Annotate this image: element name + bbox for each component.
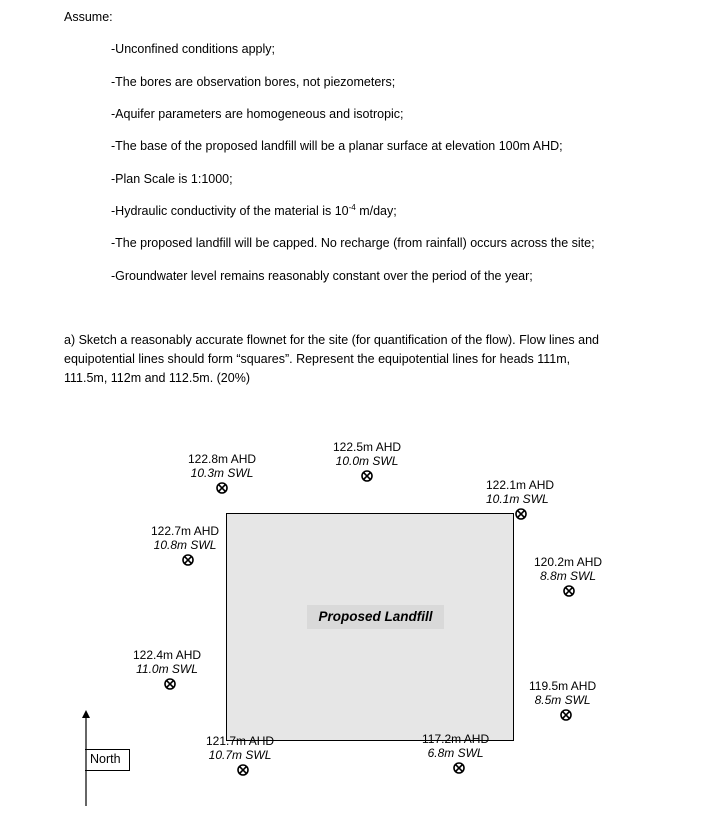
bore-3 xyxy=(486,478,561,521)
bore-ahd: 122.5m AHD xyxy=(333,440,402,454)
bore-ahd: 121.7m AHD xyxy=(206,734,275,748)
assumption-hydraulic-conductivity xyxy=(111,204,397,219)
bore-ahd: 122.1m AHD xyxy=(486,478,555,492)
hydraulic-prefix: -Hydraulic conductivity of the material is 10 xyxy=(111,204,349,218)
bore-ahd: 119.5m AHD xyxy=(529,679,597,693)
assumption-unconfined: -Unconfined conditions apply; xyxy=(111,42,275,56)
bore-swl: 10.7m SWL xyxy=(208,748,272,762)
bore-marker-icon xyxy=(215,481,229,495)
bore-2 xyxy=(333,440,401,483)
bore-swl: 10.3m SWL xyxy=(190,466,254,480)
bore-9 xyxy=(422,732,489,775)
assumption-landfill-base: -The base of the proposed landfill will be a planar surface at elevation 100m AHD; xyxy=(111,139,563,153)
bore-4 xyxy=(151,524,219,567)
bore-ahd: 122.7m AHD xyxy=(151,524,220,538)
bore-5 xyxy=(534,555,602,598)
bore-marker-icon xyxy=(514,507,528,521)
question-a xyxy=(64,331,654,388)
bore-marker-icon xyxy=(236,763,250,777)
bore-swl: 6.8m SWL xyxy=(427,746,484,760)
assume-heading: Assume: xyxy=(64,10,113,24)
bore-6 xyxy=(133,648,201,691)
bore-ahd: 117.2m AHD xyxy=(422,732,490,746)
assumption-capped-landfill: -The proposed landfill will be capped. No recharge (from rainfall) occurs across the site; xyxy=(111,236,595,250)
bore-ahd: 120.2m AHD xyxy=(534,555,603,569)
assumption-plan-scale: -Plan Scale is 1:1000; xyxy=(111,172,233,186)
bore-1 xyxy=(188,452,256,495)
bore-marker-icon xyxy=(559,708,573,722)
bore-marker-icon xyxy=(163,677,177,691)
bore-swl: 8.8m SWL xyxy=(540,569,597,583)
assumption-groundwater-constant: -Groundwater level remains reasonably constant over the period of the year; xyxy=(111,269,533,283)
bore-marker-icon xyxy=(181,553,195,567)
landfill-label: Proposed Landfill xyxy=(307,605,444,629)
question-line-1: a) Sketch a reasonably accurate flownet for the site (for quantification of the flow). Flow lines and xyxy=(64,333,599,347)
bore-swl: 10.0m SWL xyxy=(335,454,399,468)
bore-marker-icon xyxy=(452,761,466,775)
bore-swl: 10.8m SWL xyxy=(153,538,217,552)
question-line-2: equipotential lines should form “squares”. Represent the equipotential lines for heads 111m, xyxy=(64,352,571,366)
bore-ahd: 122.8m AHD xyxy=(188,452,257,466)
question-line-3: 111.5m, 112m and 112.5m. (20%) xyxy=(64,371,250,385)
assumption-aquifer-parameters: -Aquifer parameters are homogeneous and isotropic; xyxy=(111,107,404,121)
bore-swl: 10.1m SWL xyxy=(486,492,549,506)
bore-8 xyxy=(206,734,274,777)
north-label: North xyxy=(90,752,121,766)
bore-marker-icon xyxy=(360,469,374,483)
bore-ahd: 122.4m AHD xyxy=(133,648,202,662)
bore-swl: 8.5m SWL xyxy=(534,693,591,707)
assumption-observation-bores: -The bores are observation bores, not piezometers; xyxy=(111,75,396,89)
hydraulic-exponent: -4 xyxy=(348,202,356,212)
bore-swl: 11.0m SWL xyxy=(136,662,198,676)
hydraulic-suffix: m/day; xyxy=(355,204,397,218)
bore-marker-icon xyxy=(562,584,576,598)
bore-7 xyxy=(529,679,596,722)
